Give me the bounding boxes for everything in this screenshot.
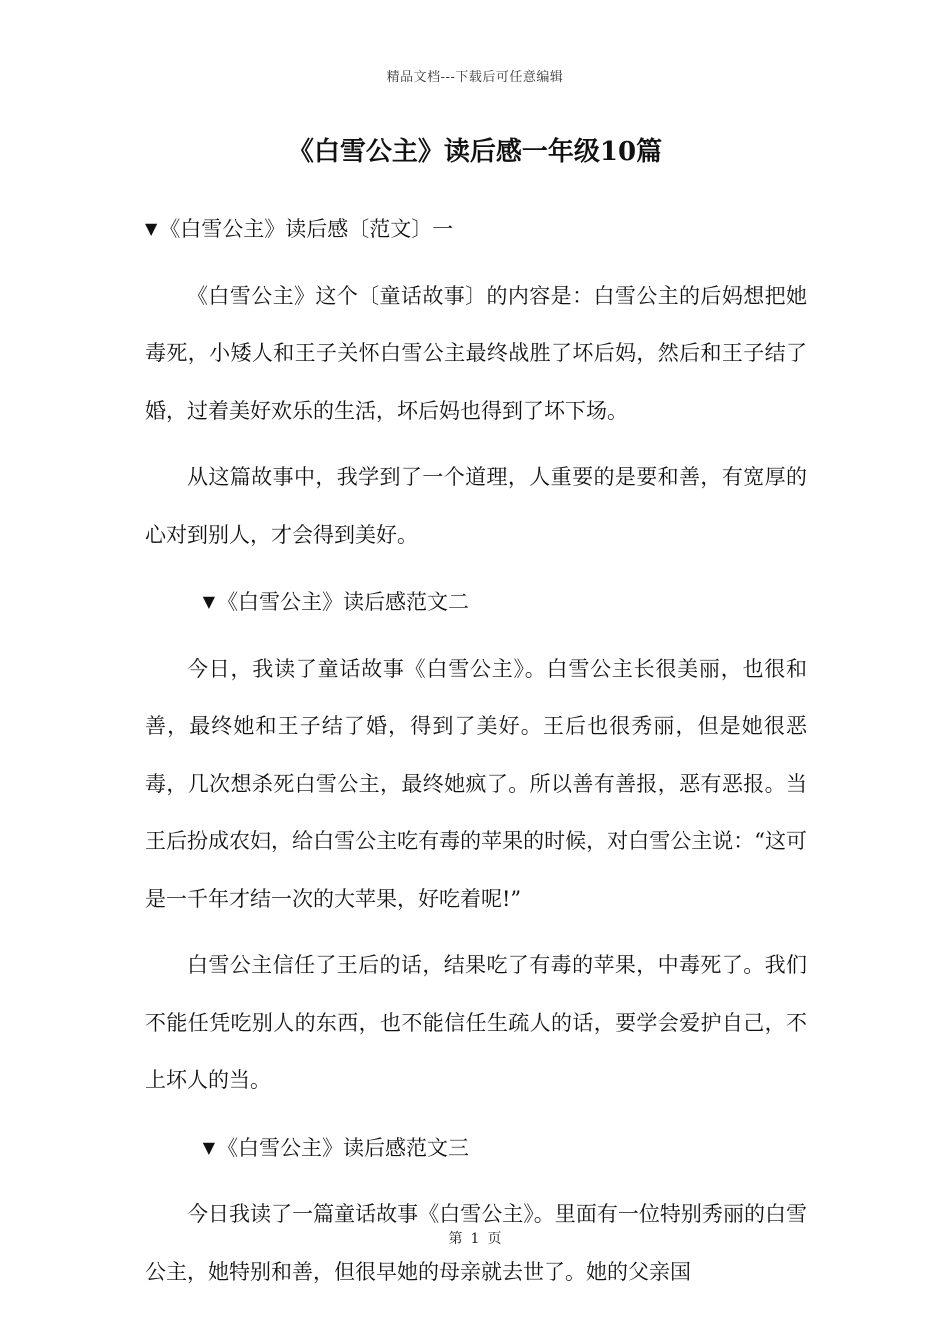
paragraph: 《白雪公主》这个〔童话故事〕的内容是：白雪公主的后妈想把她毒死，小矮人和王子关怀白雪公主最终战胜了坏后妈，然后和王子结了婚，过着美好欢乐的生活，坏后妈也得到了坏下场。 (145, 283, 807, 423)
section-heading-text: 《白雪公主》读后感〔范文〕一 (159, 217, 454, 241)
triangle-down-icon: ▼ (202, 1137, 216, 1157)
paragraph: 白雪公主信任了王后的话，结果吃了有毒的苹果，中毒死了。我们不能任凭吃别人的东西，也不能信任生疏人的话，要学会爱护自己，不上坏人的当。 (145, 953, 807, 1092)
page-number: 1 (470, 1231, 480, 1247)
paragraph: 从这篇故事中，我学到了一个道理，人重要的是要和善，有宽厚的心对到别人，才会得到美好。 (145, 465, 807, 547)
page-title: 《白雪公主》读后感一年级10篇 (287, 137, 663, 167)
paragraph: 今日我读了一篇童话故事《白雪公主》。里面有一位特别秀丽的白雪公主，她特别和善，但很早她的母亲就去世了。她的父亲国 (145, 1202, 807, 1284)
section-heading-text: 《白雪公主》读后感范文三 (217, 1135, 470, 1160)
triangle-down-icon: ▼ (145, 219, 158, 238)
header-note: 精品文档---下载后可任意编辑 (386, 70, 564, 85)
page-prefix: 第 (448, 1231, 463, 1247)
page-number-footer (0, 1228, 950, 1248)
triangle-down-icon: ▼ (202, 592, 216, 611)
section-heading-2 (145, 573, 807, 632)
document-body (145, 200, 807, 1310)
section-heading-1 (145, 200, 807, 259)
paragraph: 今日，我读了童话故事《白雪公主》。白雪公主长很美丽，也很和善，最终她和王子结了婚，得到了美好。王后也很秀丽，但是她很恶毒，几次想杀死白雪公主，最终她疯了。所以善有善报，恶有恶报。当王后扮成农妇，给白雪公主吃有毒的苹果的时候，对白雪公主说：“这可是一千年才结一次的大苹果，好吃着呢!” (145, 656, 807, 911)
section-heading-3 (145, 1119, 807, 1178)
page-suffix: 页 (487, 1231, 502, 1247)
section-heading-text: 《白雪公主》读后感范文二 (217, 590, 470, 614)
